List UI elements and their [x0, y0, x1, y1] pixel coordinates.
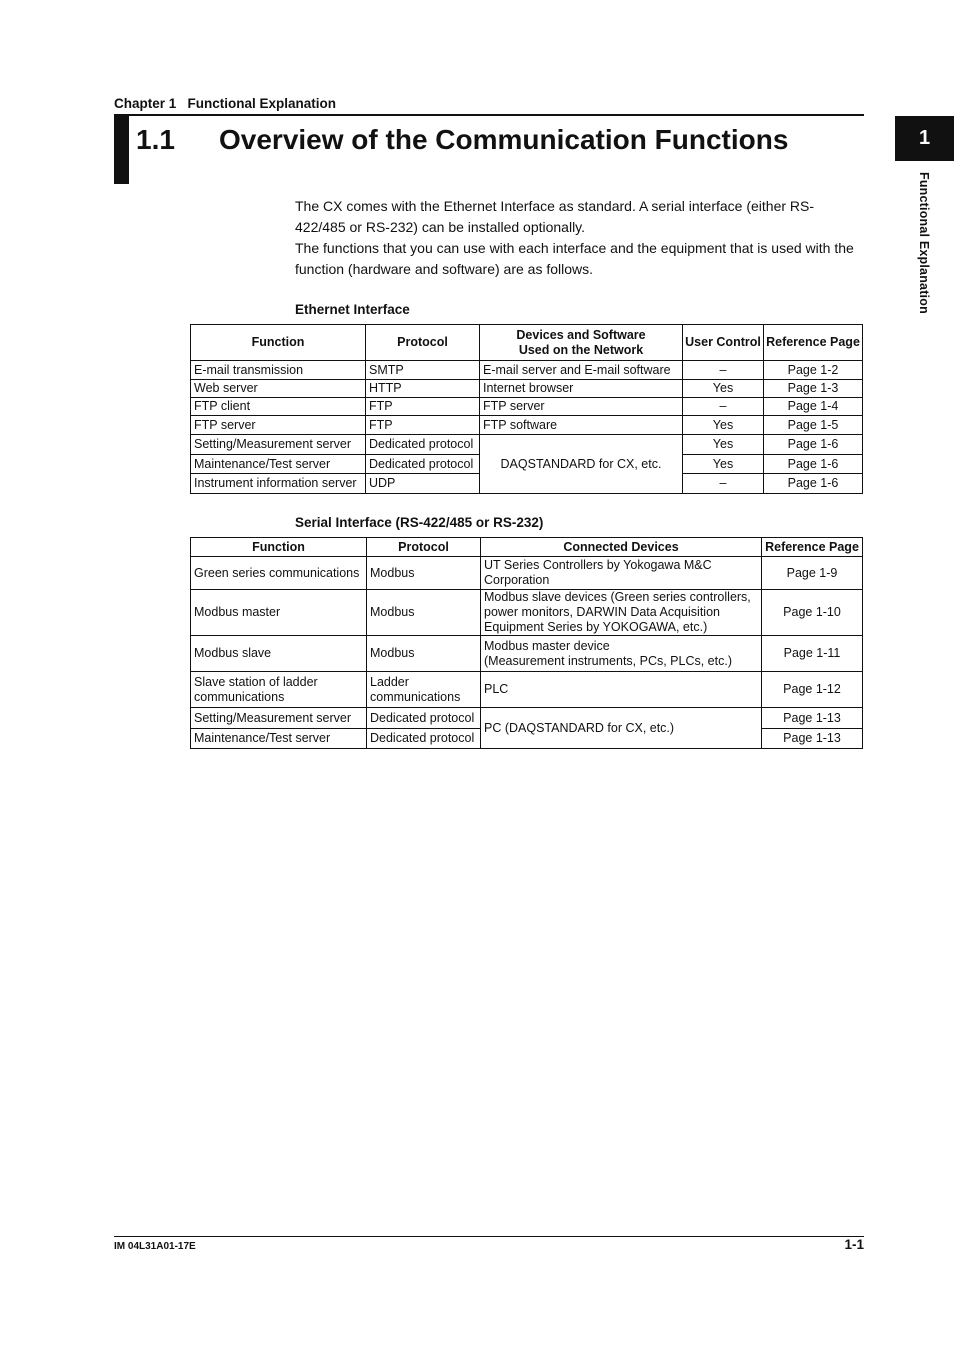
intro-text: [295, 196, 855, 280]
function-cell: FTP client: [191, 398, 366, 416]
protocol-cell: FTP: [366, 398, 480, 416]
footer-rule: [114, 1236, 864, 1237]
table-row: [191, 435, 863, 455]
column-header: Reference Page: [764, 325, 863, 361]
reference-cell: Page 1-5: [764, 416, 863, 435]
function-cell: Instrument information server: [191, 474, 366, 494]
reference-cell: Page 1-10: [762, 590, 863, 636]
document-id: IM 04L31A01-17E: [114, 1241, 196, 1252]
reference-cell: Page 1-11: [762, 636, 863, 672]
reference-cell: Page 1-6: [764, 435, 863, 455]
reference-cell: Page 1-4: [764, 398, 863, 416]
table-row: [191, 380, 863, 398]
serial-table: [190, 537, 863, 749]
table-row: [191, 557, 863, 590]
user-control-cell: Yes: [683, 455, 764, 474]
function-cell: Maintenance/Test server: [191, 455, 366, 474]
devices-cell: Modbus master device (Measurement instruments, PCs, PLCs, etc.): [481, 636, 762, 672]
protocol-cell: Modbus: [367, 636, 481, 672]
protocol-cell: UDP: [366, 474, 480, 494]
serial-heading: Serial Interface (RS-422/485 or RS-232): [295, 515, 544, 530]
chapter-tab: 1: [895, 116, 954, 161]
intro-paragraph: The CX comes with the Ethernet Interface as standard. A serial interface (either RS-422/485 or RS-232) can be installed optionally.: [295, 198, 815, 235]
header-rule: [114, 114, 864, 116]
intro-paragraph: The functions that you can use with each interface and the equipment that is used with the function (hardware and software) are as follows.: [295, 240, 854, 277]
column-header: User Control: [683, 325, 764, 361]
table-row: [191, 416, 863, 435]
table-row: [191, 361, 863, 380]
reference-cell: Page 1-9: [762, 557, 863, 590]
table-row: [191, 636, 863, 672]
function-cell: Modbus master: [191, 590, 367, 636]
title-accent-bar: [114, 116, 129, 184]
function-cell: Green series communications: [191, 557, 367, 590]
reference-cell: Page 1-3: [764, 380, 863, 398]
devices-cell: FTP software: [480, 416, 683, 435]
protocol-cell: Dedicated protocol: [367, 729, 481, 749]
column-header: Connected Devices: [481, 538, 762, 557]
function-cell: Setting/Measurement server: [191, 708, 367, 729]
reference-cell: Page 1-6: [764, 474, 863, 494]
devices-cell: Internet browser: [480, 380, 683, 398]
devices-cell: Modbus slave devices (Green series controllers, power monitors, DARWIN Data Acquisition Equipment Series by YOKOGAWA, etc.): [481, 590, 762, 636]
protocol-cell: HTTP: [366, 380, 480, 398]
devices-cell: PC (DAQSTANDARD for CX, etc.): [481, 708, 762, 749]
protocol-cell: Ladder communications: [367, 672, 481, 708]
devices-cell: FTP server: [480, 398, 683, 416]
devices-cell: DAQSTANDARD for CX, etc.: [480, 435, 683, 494]
function-cell: E-mail transmission: [191, 361, 366, 380]
column-header: Function: [191, 538, 367, 557]
user-control-cell: Yes: [683, 416, 764, 435]
reference-cell: Page 1-12: [762, 672, 863, 708]
protocol-cell: Dedicated protocol: [366, 435, 480, 455]
reference-cell: Page 1-13: [762, 708, 863, 729]
function-cell: Maintenance/Test server: [191, 729, 367, 749]
reference-cell: Page 1-6: [764, 455, 863, 474]
ethernet-heading: Ethernet Interface: [295, 302, 410, 317]
protocol-cell: Dedicated protocol: [366, 455, 480, 474]
function-cell: FTP server: [191, 416, 366, 435]
table-header-row: [191, 538, 863, 557]
column-header: Protocol: [367, 538, 481, 557]
reference-cell: Page 1-13: [762, 729, 863, 749]
chapter-tab-label: Functional Explanation: [917, 172, 931, 314]
protocol-cell: Modbus: [367, 557, 481, 590]
column-header: Protocol: [366, 325, 480, 361]
function-cell: Setting/Measurement server: [191, 435, 366, 455]
table-row: [191, 398, 863, 416]
function-cell: Web server: [191, 380, 366, 398]
function-cell: Modbus slave: [191, 636, 367, 672]
function-cell: Slave station of ladder communications: [191, 672, 367, 708]
table-row: [191, 590, 863, 636]
table-row: [191, 708, 863, 729]
protocol-cell: Modbus: [367, 590, 481, 636]
user-control-cell: Yes: [683, 380, 764, 398]
user-control-cell: –: [683, 361, 764, 380]
table-header-row: [191, 325, 863, 361]
devices-cell: PLC: [481, 672, 762, 708]
column-header: Devices and Software Used on the Network: [480, 325, 683, 361]
table-row: [191, 672, 863, 708]
user-control-cell: Yes: [683, 435, 764, 455]
devices-cell: UT Series Controllers by Yokogawa M&C Corporation: [481, 557, 762, 590]
column-header: Function: [191, 325, 366, 361]
protocol-cell: FTP: [366, 416, 480, 435]
ethernet-table: [190, 324, 863, 494]
section-number: 1.1: [136, 124, 175, 155]
page-number: 1-1: [844, 1237, 864, 1252]
devices-cell: E-mail server and E-mail software: [480, 361, 683, 380]
protocol-cell: Dedicated protocol: [367, 708, 481, 729]
user-control-cell: –: [683, 474, 764, 494]
protocol-cell: SMTP: [366, 361, 480, 380]
user-control-cell: –: [683, 398, 764, 416]
chapter-label: Chapter 1 Functional Explanation: [114, 96, 337, 111]
section-title: Overview of the Communication Functions: [219, 124, 789, 155]
column-header: Reference Page: [762, 538, 863, 557]
reference-cell: Page 1-2: [764, 361, 863, 380]
